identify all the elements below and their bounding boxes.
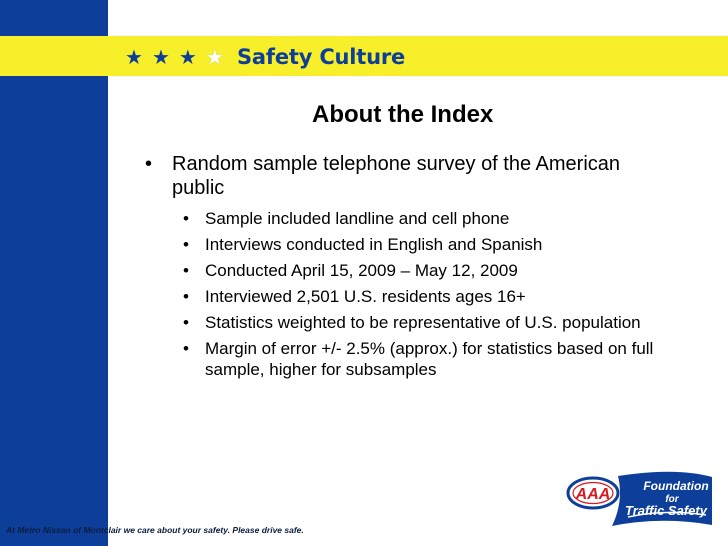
logo-traffic-safety-text: Traffic Safety <box>625 503 707 518</box>
sub-bullet-text: Margin of error +/- 2.5% (approx.) for statistics based on full sample, higher for subsamples <box>205 339 654 379</box>
aaa-foundation-logo <box>566 471 712 529</box>
sub-bullet-item <box>181 234 701 255</box>
star-rating <box>125 40 224 74</box>
bullet-icon: • <box>145 153 153 175</box>
main-bullet-text: Random sample telephone survey of the American public <box>172 153 621 199</box>
sub-bullet-text: Sample included landline and cell phone <box>205 209 510 228</box>
sub-bullet-text: Interviewed 2,501 U.S. residents ages 16+ <box>205 287 526 306</box>
logo-foundation-text: Foundation <box>643 479 709 493</box>
bullet-icon: • <box>183 209 189 228</box>
star-icon: ★ <box>125 45 143 69</box>
sub-bullet-list <box>181 208 701 385</box>
sub-bullet-item <box>181 260 701 281</box>
sub-bullet-item <box>181 286 701 307</box>
star-icon: ★ <box>178 45 197 69</box>
aaa-text: AAA <box>575 486 611 503</box>
bullet-icon: • <box>183 287 189 306</box>
sub-bullet-item <box>181 312 701 333</box>
bullet-icon: • <box>183 235 189 254</box>
sub-bullet-item <box>181 208 701 229</box>
sub-bullet-text: Statistics weighted to be representative of U.S. population <box>205 313 641 332</box>
star-icon: ★ <box>205 45 224 69</box>
brand-title: Safety Culture <box>237 45 406 69</box>
main-bullet <box>145 152 665 200</box>
slide-title: About the Index <box>312 101 494 128</box>
sub-bullet-item <box>181 338 701 380</box>
sub-bullet-text: Conducted April 15, 2009 – May 12, 2009 <box>205 261 518 280</box>
bullet-icon: • <box>183 261 189 280</box>
bullet-icon: • <box>183 313 189 332</box>
left-blue-bar <box>0 0 108 546</box>
header-band-left <box>0 36 108 76</box>
bullet-icon: • <box>183 339 189 358</box>
footer-note: At Metro Nissan of Montclair we care about your safety. Please drive safe. <box>6 525 304 535</box>
star-icon: ★ <box>151 45 170 69</box>
logo-for-text: for <box>665 494 679 505</box>
sub-bullet-text: Interviews conducted in English and Spanish <box>205 235 543 254</box>
